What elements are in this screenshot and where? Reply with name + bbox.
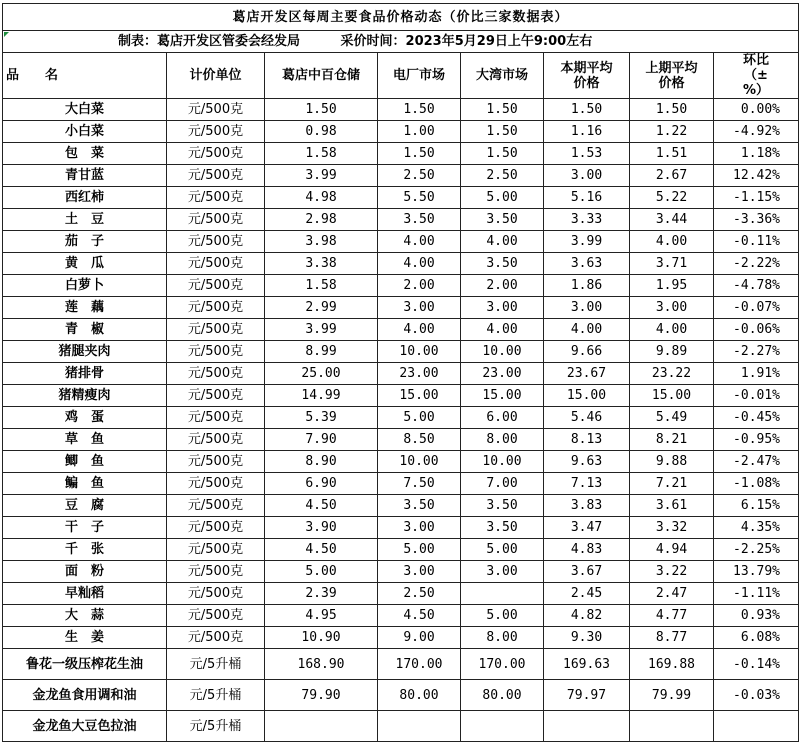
header-name: 品 名 — [3, 53, 167, 99]
change-percent: 0.93% — [714, 605, 799, 627]
market-3-price: 3.00 — [461, 561, 544, 583]
unit-cell: 元/500克 — [167, 495, 265, 517]
change-percent: -4.92% — [714, 121, 799, 143]
market-1-price: 7.90 — [265, 429, 378, 451]
market-3-price: 15.00 — [461, 385, 544, 407]
header-row — [3, 53, 799, 99]
previous-average: 8.21 — [630, 429, 714, 451]
market-1-price: 4.95 — [265, 605, 378, 627]
market-3-price: 2.50 — [461, 165, 544, 187]
table-row — [3, 539, 799, 561]
unit-cell: 元/5升桶 — [167, 649, 265, 680]
market-1-price: 3.98 — [265, 231, 378, 253]
change-percent: -0.95% — [714, 429, 799, 451]
previous-average: 1.51 — [630, 143, 714, 165]
item-name: 猪精瘦肉 — [3, 385, 167, 407]
table-row — [3, 473, 799, 495]
item-name: 白萝卜 — [3, 275, 167, 297]
item-name: 豆 腐 — [3, 495, 167, 517]
table-row — [3, 165, 799, 187]
current-average: 9.63 — [544, 451, 630, 473]
table-row — [3, 319, 799, 341]
current-average: 3.83 — [544, 495, 630, 517]
change-percent: 0.00% — [714, 99, 799, 121]
unit-cell: 元/500克 — [167, 539, 265, 561]
market-3-price: 2.00 — [461, 275, 544, 297]
table-row — [3, 605, 799, 627]
table-row — [3, 209, 799, 231]
market-2-price: 3.00 — [378, 561, 461, 583]
current-average: 2.45 — [544, 583, 630, 605]
market-2-price: 4.00 — [378, 319, 461, 341]
item-name: 青 椒 — [3, 319, 167, 341]
market-1-price: 1.58 — [265, 143, 378, 165]
unit-cell: 元/500克 — [167, 99, 265, 121]
change-percent: 6.08% — [714, 627, 799, 649]
table-row — [3, 385, 799, 407]
unit-cell: 元/500克 — [167, 143, 265, 165]
previous-average: 23.22 — [630, 363, 714, 385]
market-2-price: 10.00 — [378, 451, 461, 473]
market-2-price: 8.50 — [378, 429, 461, 451]
current-average: 15.00 — [544, 385, 630, 407]
market-3-price: 3.50 — [461, 517, 544, 539]
previous-average: 2.67 — [630, 165, 714, 187]
previous-average: 2.47 — [630, 583, 714, 605]
previous-average: 1.22 — [630, 121, 714, 143]
market-1-price: 2.99 — [265, 297, 378, 319]
current-average: 1.50 — [544, 99, 630, 121]
table-row — [3, 187, 799, 209]
market-2-price: 7.50 — [378, 473, 461, 495]
market-1-price: 4.98 — [265, 187, 378, 209]
market-2-price: 3.00 — [378, 297, 461, 319]
current-average: 4.00 — [544, 319, 630, 341]
market-2-price: 2.00 — [378, 275, 461, 297]
market-1-price: 6.90 — [265, 473, 378, 495]
current-average: 5.16 — [544, 187, 630, 209]
table-row — [3, 429, 799, 451]
current-average: 3.00 — [544, 165, 630, 187]
previous-average: 3.00 — [630, 297, 714, 319]
market-3-price: 5.00 — [461, 605, 544, 627]
item-name: 西红柿 — [3, 187, 167, 209]
market-1-price: 14.99 — [265, 385, 378, 407]
market-2-price: 5.00 — [378, 539, 461, 561]
current-average: 3.63 — [544, 253, 630, 275]
market-2-price: 5.00 — [378, 407, 461, 429]
current-average: 7.13 — [544, 473, 630, 495]
header-previous-average: 上期平均价格 — [630, 53, 714, 99]
market-1-price: 8.90 — [265, 451, 378, 473]
table-row — [3, 341, 799, 363]
market-2-price: 2.50 — [378, 583, 461, 605]
unit-cell: 元/500克 — [167, 561, 265, 583]
market-2-price: 3.00 — [378, 517, 461, 539]
item-name: 黄 瓜 — [3, 253, 167, 275]
market-2-price: 2.50 — [378, 165, 461, 187]
table-row — [3, 275, 799, 297]
market-1-price: 3.99 — [265, 319, 378, 341]
unit-cell: 元/5升桶 — [167, 680, 265, 711]
unit-cell: 元/5升桶 — [167, 711, 265, 742]
market-1-price: 2.39 — [265, 583, 378, 605]
unit-cell: 元/500克 — [167, 473, 265, 495]
market-1-price: 79.90 — [265, 680, 378, 711]
market-2-price: 80.00 — [378, 680, 461, 711]
unit-cell: 元/500克 — [167, 429, 265, 451]
unit-cell: 元/500克 — [167, 605, 265, 627]
previous-average: 1.95 — [630, 275, 714, 297]
unit-cell: 元/500克 — [167, 209, 265, 231]
market-3-price: 3.50 — [461, 495, 544, 517]
market-2-price: 4.00 — [378, 231, 461, 253]
market-2-price: 3.50 — [378, 495, 461, 517]
price-table — [2, 3, 799, 742]
header-market-2: 电厂市场 — [378, 53, 461, 99]
market-2-price: 4.50 — [378, 605, 461, 627]
change-percent: -1.08% — [714, 473, 799, 495]
unit-cell: 元/500克 — [167, 627, 265, 649]
item-name: 茄 子 — [3, 231, 167, 253]
unit-cell: 元/500克 — [167, 275, 265, 297]
previous-average: 4.94 — [630, 539, 714, 561]
change-percent: -1.11% — [714, 583, 799, 605]
current-average: 1.16 — [544, 121, 630, 143]
item-name: 草 鱼 — [3, 429, 167, 451]
market-1-price: 3.90 — [265, 517, 378, 539]
unit-cell: 元/500克 — [167, 165, 265, 187]
previous-average: 7.21 — [630, 473, 714, 495]
item-name: 土 豆 — [3, 209, 167, 231]
table-row — [3, 495, 799, 517]
current-average: 9.66 — [544, 341, 630, 363]
previous-average: 4.00 — [630, 319, 714, 341]
market-3-price: 5.00 — [461, 539, 544, 561]
item-name: 小白菜 — [3, 121, 167, 143]
market-2-price: 5.50 — [378, 187, 461, 209]
unit-cell: 元/500克 — [167, 407, 265, 429]
market-1-price: 168.90 — [265, 649, 378, 680]
market-3-price: 10.00 — [461, 451, 544, 473]
market-1-price: 10.90 — [265, 627, 378, 649]
market-1-price — [265, 711, 378, 742]
current-average: 4.83 — [544, 539, 630, 561]
item-name: 大 蒜 — [3, 605, 167, 627]
previous-average: 5.22 — [630, 187, 714, 209]
unit-cell: 元/500克 — [167, 297, 265, 319]
market-2-price: 1.00 — [378, 121, 461, 143]
current-average — [544, 711, 630, 742]
change-percent: 1.91% — [714, 363, 799, 385]
market-3-price — [461, 583, 544, 605]
market-1-price: 4.50 — [265, 539, 378, 561]
previous-average: 3.61 — [630, 495, 714, 517]
change-percent: 4.35% — [714, 517, 799, 539]
market-3-price: 4.00 — [461, 319, 544, 341]
market-2-price: 1.50 — [378, 99, 461, 121]
change-percent: -0.06% — [714, 319, 799, 341]
unit-cell: 元/500克 — [167, 385, 265, 407]
previous-average: 9.88 — [630, 451, 714, 473]
current-average: 1.53 — [544, 143, 630, 165]
current-average: 79.97 — [544, 680, 630, 711]
table-row — [3, 99, 799, 121]
current-average: 5.46 — [544, 407, 630, 429]
market-3-price: 170.00 — [461, 649, 544, 680]
current-average: 23.67 — [544, 363, 630, 385]
table-row — [3, 121, 799, 143]
meta-row — [3, 31, 799, 53]
item-name: 金龙鱼大豆色拉油 — [3, 711, 167, 742]
table-row — [3, 711, 799, 742]
market-3-price: 3.50 — [461, 209, 544, 231]
market-3-price: 6.00 — [461, 407, 544, 429]
change-percent: -0.01% — [714, 385, 799, 407]
market-3-price: 80.00 — [461, 680, 544, 711]
unit-cell: 元/500克 — [167, 121, 265, 143]
market-2-price: 1.50 — [378, 143, 461, 165]
unit-cell: 元/500克 — [167, 319, 265, 341]
market-2-price: 23.00 — [378, 363, 461, 385]
market-1-price: 1.50 — [265, 99, 378, 121]
table-row — [3, 561, 799, 583]
market-3-price: 5.00 — [461, 187, 544, 209]
market-1-price: 1.58 — [265, 275, 378, 297]
previous-average: 8.77 — [630, 627, 714, 649]
previous-average: 5.49 — [630, 407, 714, 429]
market-1-price: 2.98 — [265, 209, 378, 231]
market-1-price: 25.00 — [265, 363, 378, 385]
current-average: 3.00 — [544, 297, 630, 319]
page-title: 葛店开发区每周主要食品价格动态（价比三家数据表） — [3, 4, 799, 31]
table-row — [3, 583, 799, 605]
header-unit: 计价单位 — [167, 53, 265, 99]
market-2-price — [378, 711, 461, 742]
market-3-price: 1.50 — [461, 121, 544, 143]
unit-cell: 元/500克 — [167, 363, 265, 385]
current-average: 1.86 — [544, 275, 630, 297]
unit-cell: 元/500克 — [167, 517, 265, 539]
market-3-price: 7.00 — [461, 473, 544, 495]
previous-average: 4.77 — [630, 605, 714, 627]
item-name: 面 粉 — [3, 561, 167, 583]
change-percent: -0.45% — [714, 407, 799, 429]
unit-cell: 元/500克 — [167, 451, 265, 473]
item-name: 干 子 — [3, 517, 167, 539]
unit-cell: 元/500克 — [167, 253, 265, 275]
table-row — [3, 297, 799, 319]
table-row — [3, 680, 799, 711]
market-2-price: 10.00 — [378, 341, 461, 363]
change-percent: -2.27% — [714, 341, 799, 363]
item-name: 早籼稻 — [3, 583, 167, 605]
market-3-price: 23.00 — [461, 363, 544, 385]
item-name: 生 姜 — [3, 627, 167, 649]
market-3-price: 1.50 — [461, 99, 544, 121]
change-percent: -4.78% — [714, 275, 799, 297]
market-3-price: 8.00 — [461, 429, 544, 451]
previous-average: 9.89 — [630, 341, 714, 363]
unit-cell: 元/500克 — [167, 341, 265, 363]
previous-average: 3.71 — [630, 253, 714, 275]
item-name: 包 菜 — [3, 143, 167, 165]
market-1-price: 8.99 — [265, 341, 378, 363]
unit-cell: 元/500克 — [167, 583, 265, 605]
change-percent: -3.36% — [714, 209, 799, 231]
market-2-price: 4.00 — [378, 253, 461, 275]
previous-average: 79.99 — [630, 680, 714, 711]
market-2-price: 170.00 — [378, 649, 461, 680]
market-3-price: 3.00 — [461, 297, 544, 319]
previous-average: 3.44 — [630, 209, 714, 231]
change-percent: -2.22% — [714, 253, 799, 275]
item-name: 猪排骨 — [3, 363, 167, 385]
item-name: 鳊 鱼 — [3, 473, 167, 495]
market-1-price: 5.39 — [265, 407, 378, 429]
header-change: 环比（±%） — [714, 53, 799, 99]
market-1-price: 0.98 — [265, 121, 378, 143]
current-average: 169.63 — [544, 649, 630, 680]
current-average: 3.33 — [544, 209, 630, 231]
current-average: 8.13 — [544, 429, 630, 451]
previous-average: 3.22 — [630, 561, 714, 583]
change-percent: -2.47% — [714, 451, 799, 473]
change-percent: -1.15% — [714, 187, 799, 209]
item-name: 鸡 蛋 — [3, 407, 167, 429]
market-3-price: 1.50 — [461, 143, 544, 165]
previous-average: 1.50 — [630, 99, 714, 121]
table-row — [3, 451, 799, 473]
change-percent: -0.14% — [714, 649, 799, 680]
market-1-price: 4.50 — [265, 495, 378, 517]
market-3-price: 3.50 — [461, 253, 544, 275]
item-name: 鲫 鱼 — [3, 451, 167, 473]
market-1-price: 3.38 — [265, 253, 378, 275]
table-row — [3, 649, 799, 680]
market-3-price: 4.00 — [461, 231, 544, 253]
market-3-price: 10.00 — [461, 341, 544, 363]
item-name: 千 张 — [3, 539, 167, 561]
item-name: 猪腿夹肉 — [3, 341, 167, 363]
header-market-1: 葛店中百仓储 — [265, 53, 378, 99]
previous-average: 4.00 — [630, 231, 714, 253]
header-current-average: 本期平均价格 — [544, 53, 630, 99]
previous-average: 3.32 — [630, 517, 714, 539]
change-percent: 6.15% — [714, 495, 799, 517]
market-3-price: 8.00 — [461, 627, 544, 649]
change-percent — [714, 711, 799, 742]
previous-average: 15.00 — [630, 385, 714, 407]
current-average: 3.47 — [544, 517, 630, 539]
unit-cell: 元/500克 — [167, 231, 265, 253]
change-percent: 13.79% — [714, 561, 799, 583]
market-1-price: 5.00 — [265, 561, 378, 583]
table-maker: 制表：葛店开发区管委会经发局 — [118, 34, 301, 49]
market-3-price — [461, 711, 544, 742]
market-2-price: 15.00 — [378, 385, 461, 407]
market-2-price: 3.50 — [378, 209, 461, 231]
item-name: 鲁花一级压榨花生油 — [3, 649, 167, 680]
market-2-price: 9.00 — [378, 627, 461, 649]
current-average: 3.99 — [544, 231, 630, 253]
collect-time: 采价时间：2023年5月29日上午9:00左右 — [340, 34, 593, 49]
previous-average — [630, 711, 714, 742]
item-name: 青甘蓝 — [3, 165, 167, 187]
table-row — [3, 627, 799, 649]
change-percent: -0.11% — [714, 231, 799, 253]
table-row — [3, 517, 799, 539]
unit-cell: 元/500克 — [167, 187, 265, 209]
item-name: 莲 藕 — [3, 297, 167, 319]
previous-average: 169.88 — [630, 649, 714, 680]
table-row — [3, 407, 799, 429]
current-average: 4.82 — [544, 605, 630, 627]
cell-marker-icon — [4, 32, 9, 37]
header-market-3: 大湾市场 — [461, 53, 544, 99]
change-percent: -0.03% — [714, 680, 799, 711]
current-average: 3.67 — [544, 561, 630, 583]
table-row — [3, 231, 799, 253]
change-percent: 1.18% — [714, 143, 799, 165]
table-row — [3, 363, 799, 385]
change-percent: -0.07% — [714, 297, 799, 319]
change-percent: -2.25% — [714, 539, 799, 561]
table-row — [3, 143, 799, 165]
current-average: 9.30 — [544, 627, 630, 649]
item-name: 金龙鱼食用调和油 — [3, 680, 167, 711]
table-row — [3, 253, 799, 275]
market-1-price: 3.99 — [265, 165, 378, 187]
change-percent: 12.42% — [714, 165, 799, 187]
item-name: 大白菜 — [3, 99, 167, 121]
